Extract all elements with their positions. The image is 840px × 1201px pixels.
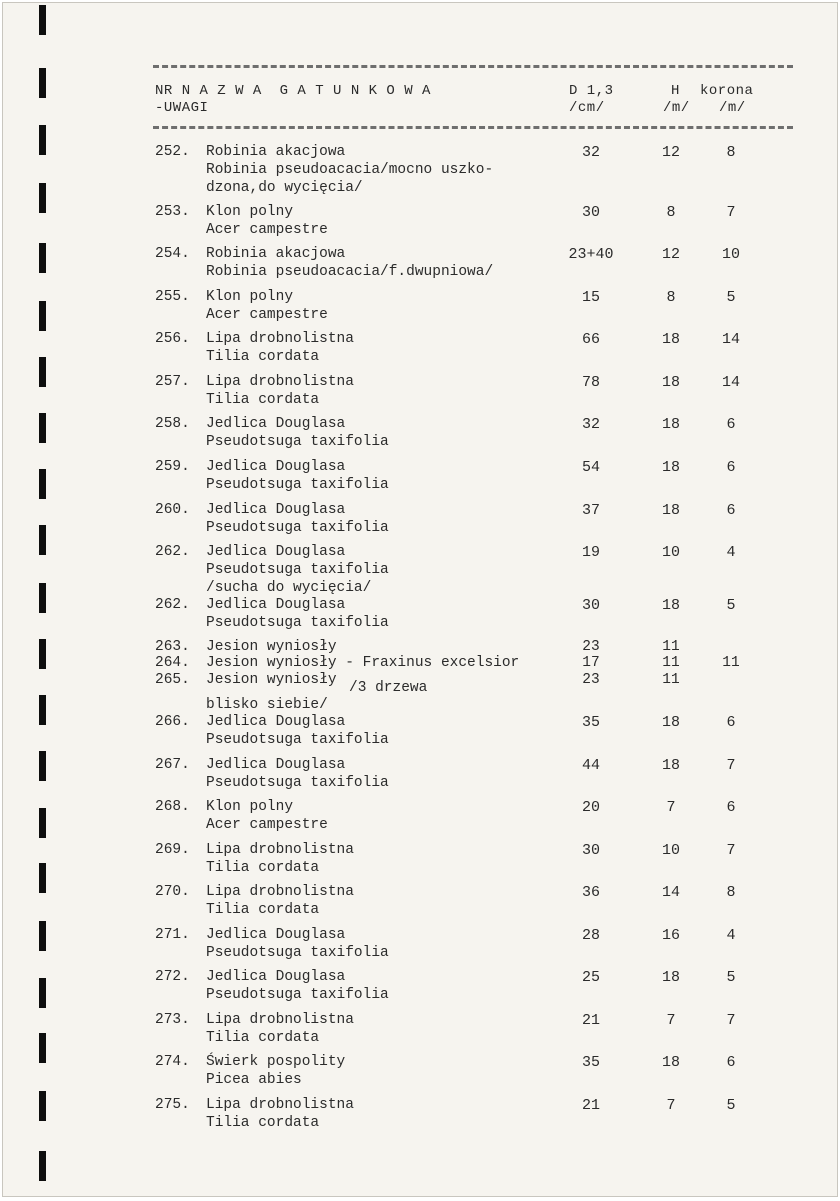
tree-number: 259. — [155, 459, 190, 475]
height-value: 18 — [661, 1054, 680, 1071]
tree-number: 275. — [155, 1097, 190, 1113]
row-note: blisko siebie/ — [206, 697, 328, 713]
species-name: Jesion wyniosły - Fraxinus excelsior — [206, 655, 520, 671]
crown-value: 6 — [726, 502, 736, 519]
row-note: dzona,do wycięcia/ — [206, 180, 363, 196]
species-latin: Pseudotsuga taxifolia — [206, 775, 389, 791]
diameter-value: 30 — [581, 204, 600, 221]
species-name: Lipa drobnolistna — [206, 1097, 354, 1113]
crown-value: 6 — [726, 714, 736, 731]
tree-number: 262. — [155, 597, 190, 613]
species-name: Jesion wyniosły — [206, 672, 337, 688]
species-name: Jedlica Douglasa — [206, 714, 346, 730]
crown-value: 4 — [726, 544, 736, 561]
crown-value: 6 — [726, 416, 736, 433]
species-latin: Pseudotsuga taxifolia — [206, 615, 389, 631]
height-value: 11 — [662, 672, 680, 688]
tree-number: 264. — [155, 655, 190, 671]
document-page — [2, 2, 838, 1197]
species-latin: Pseudotsuga taxifolia — [206, 434, 389, 450]
table-row — [3, 927, 838, 967]
diameter-value: 37 — [581, 502, 600, 519]
binding-mark — [39, 639, 46, 669]
species-name: Lipa drobnolistna — [206, 884, 354, 900]
tree-number: 268. — [155, 799, 190, 815]
species-name: Robinia akacjowa — [206, 246, 346, 262]
species-name: Jedlica Douglasa — [206, 459, 346, 475]
diameter-value: 36 — [581, 884, 600, 901]
height-value: 18 — [661, 597, 680, 614]
diameter-value: 54 — [581, 459, 600, 476]
height-value: 18 — [661, 502, 680, 519]
table-row — [3, 289, 838, 329]
species-name: Klon polny — [206, 204, 294, 220]
height-value: 7 — [666, 1097, 676, 1114]
diameter-value: 20 — [581, 799, 600, 816]
table-row — [3, 714, 838, 754]
header-korona: korona — [700, 83, 754, 99]
diameter-value: 23+40 — [568, 246, 614, 263]
table-row — [3, 1097, 838, 1137]
tree-number: 271. — [155, 927, 190, 943]
height-value: 18 — [661, 757, 680, 774]
species-name: Jedlica Douglasa — [206, 502, 346, 518]
species-latin: Acer campestre — [206, 222, 328, 238]
tree-number: 254. — [155, 246, 190, 262]
height-value: 11 — [662, 655, 680, 671]
diameter-value: 30 — [581, 842, 600, 859]
header-uwagi: -UWAGI — [155, 100, 209, 116]
table-row — [3, 459, 838, 499]
crown-value: 5 — [726, 597, 736, 614]
tree-number: 258. — [155, 416, 190, 432]
crown-value: 10 — [721, 246, 740, 263]
species-latin: Pseudotsuga taxifolia — [206, 987, 389, 1003]
crown-value: 7 — [726, 204, 736, 221]
tree-number: 256. — [155, 331, 190, 347]
species-name: Robinia akacjowa — [206, 144, 346, 160]
tree-number: 267. — [155, 757, 190, 773]
species-latin: Pseudotsuga taxifolia — [206, 945, 389, 961]
species-latin: Pseudotsuga taxifolia — [206, 732, 389, 748]
height-value: 16 — [661, 927, 680, 944]
diameter-value: 17 — [582, 655, 600, 671]
table-row — [3, 204, 838, 244]
height-value: 7 — [666, 1012, 676, 1029]
table-row — [3, 1054, 838, 1094]
table-row — [3, 144, 838, 184]
species-latin: Tilia cordata — [206, 349, 320, 365]
height-value: 11 — [662, 639, 680, 655]
table-row — [3, 331, 838, 371]
species-latin: Robinia pseudoacacia/mocno uszko- — [206, 162, 494, 178]
binding-mark — [39, 68, 46, 98]
species-latin: Tilia cordata — [206, 1115, 320, 1131]
diameter-value: 32 — [581, 416, 600, 433]
row-note: /sucha do wycięcia/ — [206, 580, 372, 596]
diameter-value: 21 — [581, 1012, 600, 1029]
height-value: 18 — [661, 969, 680, 986]
diameter-value: 23 — [582, 639, 600, 655]
height-value: 18 — [661, 331, 680, 348]
diameter-value: 30 — [581, 597, 600, 614]
table-row — [3, 757, 838, 797]
height-value: 18 — [661, 714, 680, 731]
table-row — [3, 597, 838, 637]
tree-number: 266. — [155, 714, 190, 730]
row-note: /3 drzewa — [349, 680, 428, 696]
crown-value: 11 — [722, 655, 740, 671]
table-row — [3, 374, 838, 414]
species-name: Jedlica Douglasa — [206, 927, 346, 943]
table-row — [3, 1012, 838, 1052]
crown-value: 7 — [726, 842, 736, 859]
species-latin: Pseudotsuga taxifolia — [206, 477, 389, 493]
crown-value: 7 — [726, 757, 736, 774]
species-latin: Acer campestre — [206, 307, 328, 323]
crown-value: 14 — [721, 331, 740, 348]
diameter-value: 66 — [581, 331, 600, 348]
diameter-value: 44 — [581, 757, 600, 774]
table-row — [3, 799, 838, 839]
tree-number: 270. — [155, 884, 190, 900]
diameter-value: 35 — [581, 1054, 600, 1071]
table-row — [3, 502, 838, 542]
header-h: H — [671, 83, 680, 99]
height-value: 18 — [661, 416, 680, 433]
tree-number: 273. — [155, 1012, 190, 1028]
header-nr-name: NR N A Z W A G A T U N K O W A — [155, 83, 431, 99]
species-latin: Tilia cordata — [206, 860, 320, 876]
tree-number: 269. — [155, 842, 190, 858]
header-bottom-rule — [153, 126, 793, 129]
crown-value: 5 — [726, 289, 736, 306]
tree-number: 272. — [155, 969, 190, 985]
species-latin: Tilia cordata — [206, 392, 320, 408]
species-name: Jedlica Douglasa — [206, 544, 346, 560]
diameter-value: 25 — [581, 969, 600, 986]
height-value: 10 — [661, 544, 680, 561]
height-value: 12 — [661, 246, 680, 263]
diameter-value: 78 — [581, 374, 600, 391]
species-name: Klon polny — [206, 289, 294, 305]
table-row — [3, 969, 838, 1009]
crown-value: 6 — [726, 799, 736, 816]
tree-number: 253. — [155, 204, 190, 220]
header-top-rule — [153, 65, 793, 68]
species-name: Lipa drobnolistna — [206, 1012, 354, 1028]
height-value: 18 — [661, 374, 680, 391]
species-latin: Robinia pseudoacacia/f.dwupniowa/ — [206, 264, 494, 280]
tree-number: 274. — [155, 1054, 190, 1070]
diameter-value: 32 — [581, 144, 600, 161]
tree-number: 262. — [155, 544, 190, 560]
header-h-unit: /m/ — [663, 100, 690, 116]
header-korona-unit: /m/ — [719, 100, 746, 116]
species-name: Lipa drobnolistna — [206, 374, 354, 390]
height-value: 8 — [666, 289, 676, 306]
species-name: Jedlica Douglasa — [206, 416, 346, 432]
species-name: Klon polny — [206, 799, 294, 815]
table-row — [3, 884, 838, 924]
height-value: 7 — [666, 799, 676, 816]
tree-number: 263. — [155, 639, 190, 655]
species-latin: Tilia cordata — [206, 1030, 320, 1046]
height-value: 10 — [661, 842, 680, 859]
tree-number: 255. — [155, 289, 190, 305]
diameter-value: 28 — [581, 927, 600, 944]
table-row — [3, 544, 838, 584]
header-d-unit: /cm/ — [569, 100, 605, 116]
species-latin: Pseudotsuga taxifolia — [206, 520, 389, 536]
diameter-value: 23 — [582, 672, 600, 688]
table-row — [3, 246, 838, 286]
species-name: Jedlica Douglasa — [206, 969, 346, 985]
species-latin: Picea abies — [206, 1072, 302, 1088]
table-row — [3, 842, 838, 882]
species-latin: Tilia cordata — [206, 902, 320, 918]
binding-mark — [39, 5, 46, 35]
species-name: Jedlica Douglasa — [206, 597, 346, 613]
height-value: 18 — [661, 459, 680, 476]
crown-value: 8 — [726, 884, 736, 901]
species-name: Lipa drobnolistna — [206, 331, 354, 347]
crown-value: 5 — [726, 969, 736, 986]
height-value: 12 — [661, 144, 680, 161]
species-name: Świerk pospolity — [206, 1054, 346, 1070]
height-value: 14 — [661, 884, 680, 901]
diameter-value: 19 — [581, 544, 600, 561]
diameter-value: 35 — [581, 714, 600, 731]
tree-number: 265. — [155, 672, 190, 688]
crown-value: 5 — [726, 1097, 736, 1114]
binding-mark — [39, 1151, 46, 1181]
header-d: D 1,3 — [569, 83, 614, 99]
crown-value: 4 — [726, 927, 736, 944]
species-name: Jesion wyniosły — [206, 639, 337, 655]
diameter-value: 21 — [581, 1097, 600, 1114]
crown-value: 6 — [726, 1054, 736, 1071]
species-name: Lipa drobnolistna — [206, 842, 354, 858]
table-row — [3, 416, 838, 456]
tree-number: 252. — [155, 144, 190, 160]
species-name: Jedlica Douglasa — [206, 757, 346, 773]
tree-number: 257. — [155, 374, 190, 390]
tree-number: 260. — [155, 502, 190, 518]
height-value: 8 — [666, 204, 676, 221]
crown-value: 6 — [726, 459, 736, 476]
crown-value: 8 — [726, 144, 736, 161]
species-latin: Pseudotsuga taxifolia — [206, 562, 389, 578]
crown-value: 14 — [721, 374, 740, 391]
crown-value: 7 — [726, 1012, 736, 1029]
species-latin: Acer campestre — [206, 817, 328, 833]
diameter-value: 15 — [581, 289, 600, 306]
